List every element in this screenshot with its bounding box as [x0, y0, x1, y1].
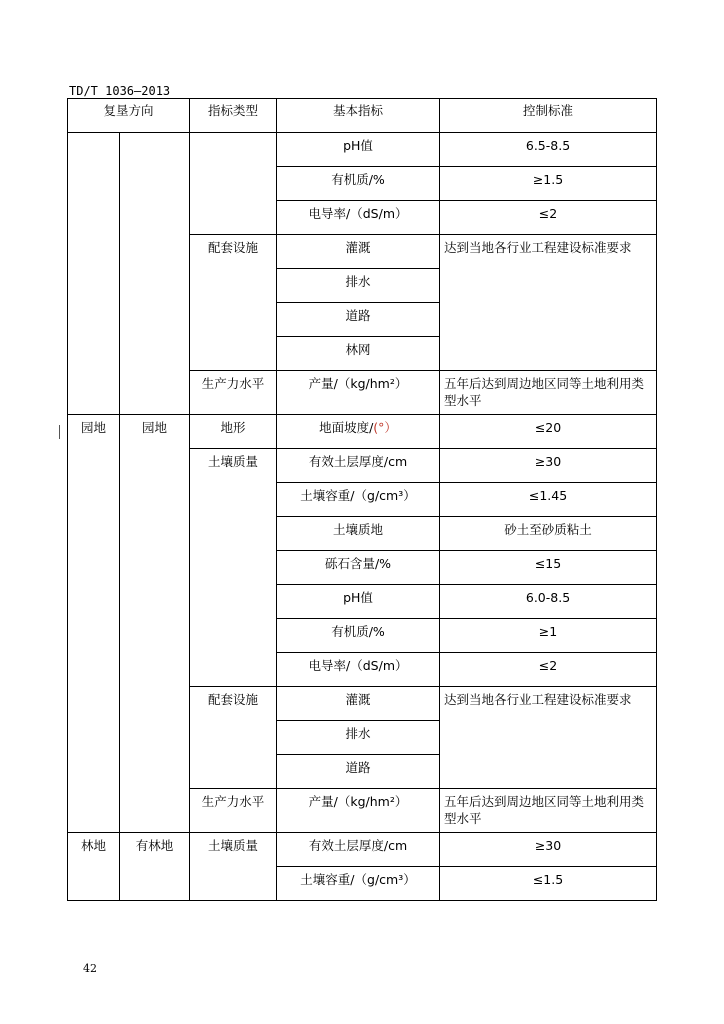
document-code-header: TD/T 1036—2013 [69, 84, 171, 98]
standard-cell: 达到当地各行业工程建设标准要求 [440, 235, 657, 371]
table-row [68, 133, 657, 167]
indicator-cell: 道路 [277, 755, 440, 789]
standard-cell: ≤2 [440, 653, 657, 687]
indicator-cell: 有机质/% [277, 167, 440, 201]
direction-cell-empty [68, 133, 120, 415]
type-cell: 配套设施 [190, 687, 277, 789]
reclamation-standard-table [67, 98, 657, 901]
indicator-cell: 林网 [277, 337, 440, 371]
type-cell: 土壤质量 [190, 833, 277, 901]
indicator-main-text: 地面坡度/ [319, 420, 374, 435]
standard-cell: ≤1.45 [440, 483, 657, 517]
standard-cell: ≤15 [440, 551, 657, 585]
type-cell: 地形 [190, 415, 277, 449]
type-cell-empty [190, 133, 277, 235]
indicator-cell: 土壤质地 [277, 517, 440, 551]
standard-cell: 6.0-8.5 [440, 585, 657, 619]
indicator-cell: 砾石含量/% [277, 551, 440, 585]
indicator-cell: 有效土层厚度/cm [277, 449, 440, 483]
header-direction: 复垦方向 [68, 99, 190, 133]
indicator-cell: 排水 [277, 721, 440, 755]
standard-cell: ≤2 [440, 201, 657, 235]
indicator-cell [277, 415, 440, 449]
subdirection-cell-empty [120, 133, 190, 415]
indicator-cell: 土壤容重/（g/cm³） [277, 867, 440, 901]
indicator-cell: 电导率/（dS/m） [277, 201, 440, 235]
subdirection-cell: 有林地 [120, 833, 190, 901]
standard-cell: ≥30 [440, 833, 657, 867]
type-cell: 生产力水平 [190, 371, 277, 415]
header-basic-indicator: 基本指标 [277, 99, 440, 133]
standard-cell: 五年后达到周边地区同等土地利用类型水平 [440, 789, 657, 833]
type-cell: 土壤质量 [190, 449, 277, 687]
indicator-cell: 有机质/% [277, 619, 440, 653]
standard-cell: ≥1 [440, 619, 657, 653]
indicator-cell: pH值 [277, 133, 440, 167]
indicator-cell: 土壤容重/（g/cm³） [277, 483, 440, 517]
standard-cell: ≥30 [440, 449, 657, 483]
standard-cell: 砂土至砂质粘土 [440, 517, 657, 551]
table-row [68, 415, 657, 449]
table-row [68, 833, 657, 867]
standard-cell: 达到当地各行业工程建设标准要求 [440, 687, 657, 789]
indicator-cell: 产量/（kg/hm²） [277, 789, 440, 833]
page-number: 42 [83, 962, 97, 975]
header-control-standard: 控制标准 [440, 99, 657, 133]
indicator-cell: 排水 [277, 269, 440, 303]
direction-cell: 林地 [68, 833, 120, 901]
indicator-cell: 有效土层厚度/cm [277, 833, 440, 867]
revision-margin-mark [59, 425, 60, 439]
standard-cell: 五年后达到周边地区同等土地利用类型水平 [440, 371, 657, 415]
standard-cell: ≤20 [440, 415, 657, 449]
direction-cell: 园地 [68, 415, 120, 833]
subdirection-cell: 园地 [120, 415, 190, 833]
standard-cell: ≤1.5 [440, 867, 657, 901]
indicator-cell: 电导率/（dS/m） [277, 653, 440, 687]
indicator-cell: 产量/（kg/hm²） [277, 371, 440, 415]
indicator-cell: 灌溉 [277, 687, 440, 721]
indicator-bracket-text: (°） [373, 420, 397, 435]
header-indicator-type: 指标类型 [190, 99, 277, 133]
standard-cell: ≥1.5 [440, 167, 657, 201]
type-cell: 生产力水平 [190, 789, 277, 833]
indicator-cell: 道路 [277, 303, 440, 337]
indicator-cell: pH值 [277, 585, 440, 619]
type-cell: 配套设施 [190, 235, 277, 371]
table-header-row [68, 99, 657, 133]
standard-cell: 6.5-8.5 [440, 133, 657, 167]
indicator-cell: 灌溉 [277, 235, 440, 269]
